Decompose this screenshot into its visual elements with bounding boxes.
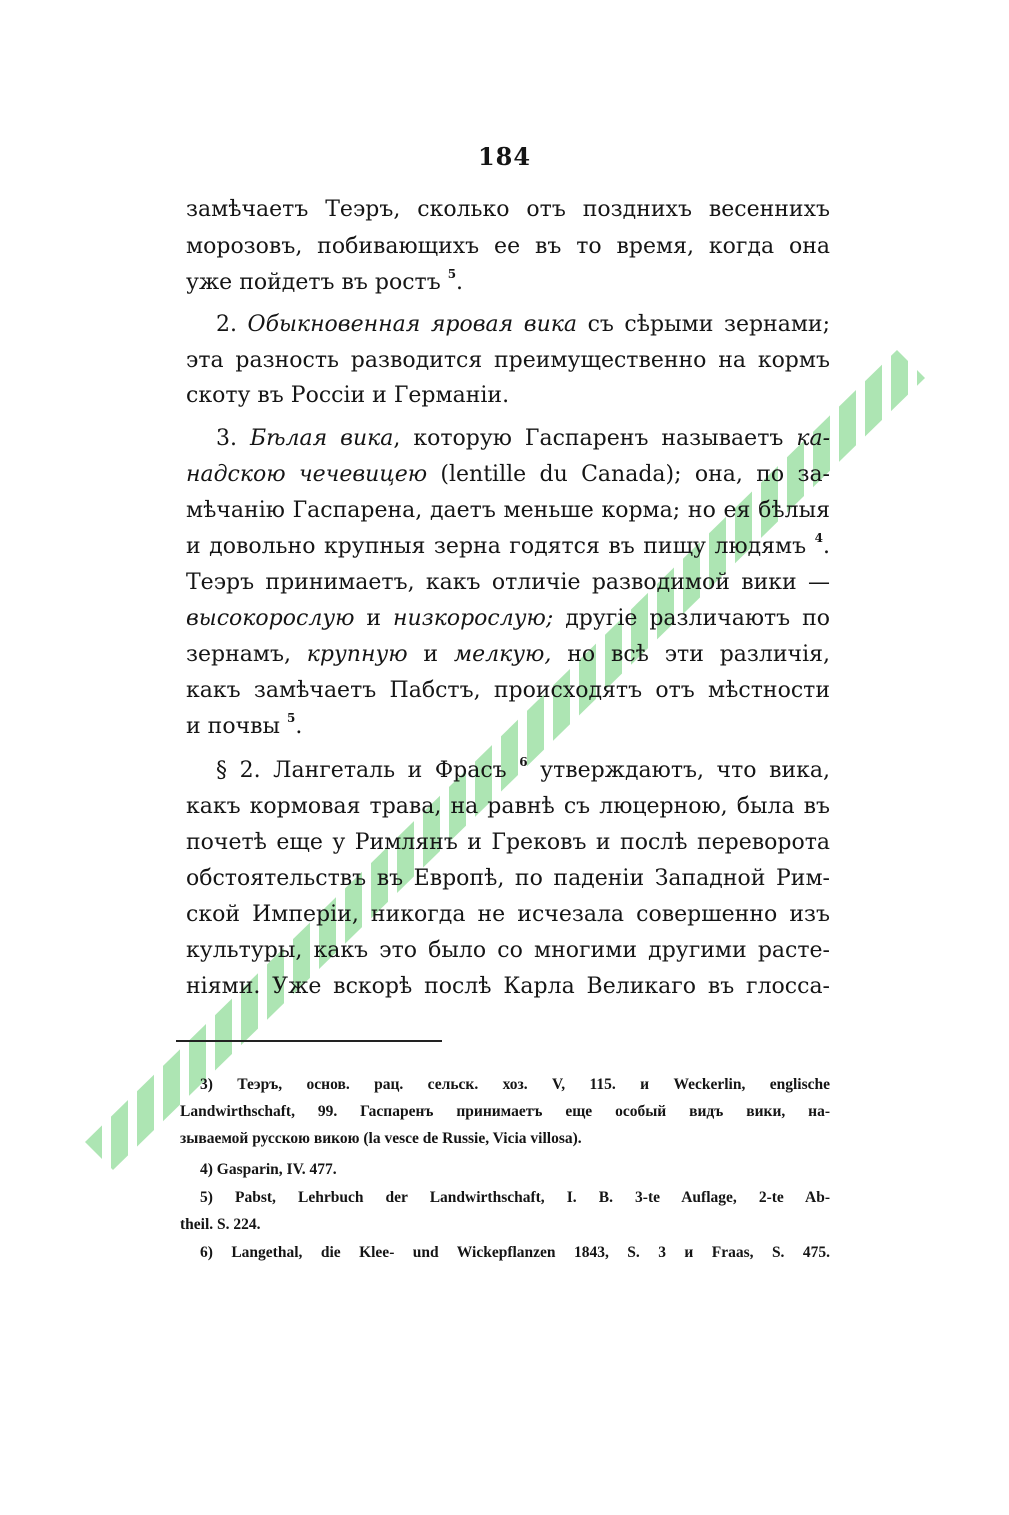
footnote-line: theil. S. 224. <box>180 1216 261 1233</box>
text-line: Теэръ принимаетъ, какъ отличіе разводимой вики — <box>186 570 830 595</box>
text-line: ніями. Уже вскорѣ послѣ Карла Великаго въ глосса- <box>186 974 830 999</box>
footnote-line: 4) Gasparin, IV. 477. <box>200 1161 337 1178</box>
footnote-ref: 4 <box>814 531 823 545</box>
text-line: надскою чечевицею (lentille du Canada); она, по за- <box>186 462 830 487</box>
text-line: почетѣ еще у Римлянъ и Грековъ и послѣ переворота <box>186 830 830 855</box>
footnote-line: 3) Теэръ, основ. рац. сельск. хоз. V, 115. и Weckerlin, englische <box>200 1076 830 1093</box>
footnote-ref: 5 <box>447 267 457 281</box>
footnote-separator <box>176 1040 442 1042</box>
text-line: обстоятельствъ въ Европѣ, по паденіи Западной Рим- <box>186 866 830 891</box>
footnote-line: Landwirthschaft, 99. Гаспаренъ принимаетъ еще особый видъ вики, на- <box>180 1103 830 1120</box>
text-line: и почвы $^5$. <box>186 711 303 739</box>
text-line: 2. Обыкновенная яровая вика съ сѣрыми зернами; <box>216 312 831 337</box>
text-line: высокорослую и низкорослую; другіе различаютъ по <box>186 606 830 631</box>
text-line: мѣчанію Гаспарена, даетъ меньше корма; но ея бѣлыя <box>186 498 830 523</box>
text-line: какъ замѣчаетъ Пабстъ, происходятъ отъ мѣстности <box>186 678 830 703</box>
footnote-line: 6) Langethal, die Klee- und Wickepflanzen 1843, S. 3 и Fraas, S. 475. <box>200 1244 830 1261</box>
text-line: скоту въ Россіи и Германіи. <box>186 383 510 408</box>
footnote-line: 5) Pabst, Lehrbuch der Landwirthschaft, I. B. 3-te Auflage, 2-te Ab- <box>200 1189 830 1206</box>
text-line: § 2. Лангеталь и Фрасъ $^6$ утверждаютъ, что вика, <box>216 755 830 783</box>
page-number: 184 <box>477 142 532 171</box>
footnote-ref: 5 <box>287 711 296 725</box>
text-line: какъ кормовая трава, на равнѣ съ люцерною, была въ <box>186 794 830 819</box>
footnote-ref: 6 <box>519 755 528 769</box>
text-line: культуры, какъ это было со многими другими расте- <box>186 938 830 963</box>
text-line: зернамъ, крупную и мелкую, но всѣ эти различія, <box>186 642 830 667</box>
text-line: эта разность разводится преимущественно на кормъ <box>186 348 830 373</box>
text-line: 3. Бѣлая вика, которую Гаспаренъ называетъ ка- <box>216 426 830 451</box>
text-line: морозовъ, побивающихъ ее въ то время, когда она <box>186 234 830 259</box>
footnote-line: зываемой русскою викою (la vesce de Russie, Vicia villosa). <box>180 1130 582 1147</box>
text-line: уже пойдетъ въ ростъ $^5$. <box>186 267 464 295</box>
text-line: ской Имперіи, никогда не исчезала совершенно изъ <box>186 902 830 927</box>
text-line: и довольно крупныя зерна годятся въ пищу людямъ $^4$. <box>186 531 830 559</box>
text-line: замѣчаетъ Теэръ, сколько отъ позднихъ весеннихъ <box>186 197 830 222</box>
